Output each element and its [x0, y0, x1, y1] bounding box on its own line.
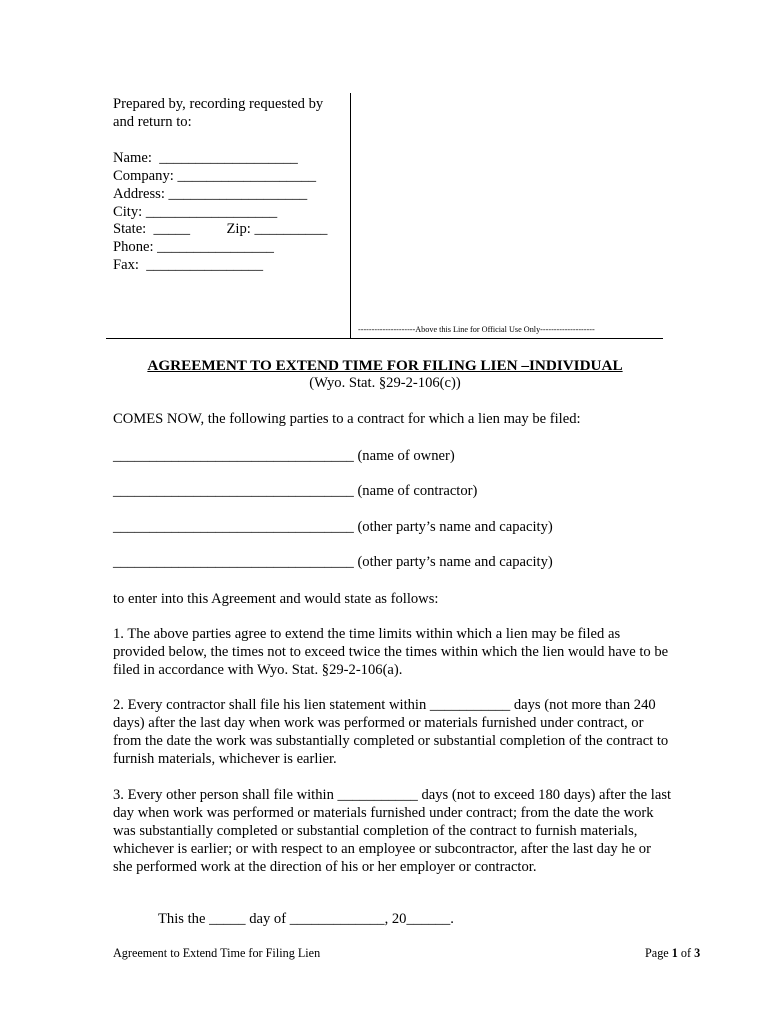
prepared-by-line2: and return to: [113, 114, 192, 130]
name-field: Name: ___________________ [113, 150, 298, 166]
address-field: Address: ___________________ [113, 186, 308, 202]
company-field: Company: ___________________ [113, 168, 317, 184]
city-field: City: __________________ [113, 204, 278, 220]
page-number [645, 946, 700, 961]
page-total: 3 [694, 946, 701, 960]
page-prefix: Page [645, 946, 672, 960]
prepared-by-line1: Prepared by, recording requested by [113, 96, 324, 112]
document-title: AGREEMENT TO EXTEND TIME FOR FILING LIEN –INDIVIDUAL [147, 357, 623, 374]
paragraph-1: 1. The above parties agree to extend the time limits within which a lien may be filed as provided below, the times not to exceed twice the times within which the lien would have to be filed in accordance with Wyo. Stat. §29-2-106(a). [113, 626, 669, 678]
page-current: 1 [671, 946, 678, 960]
official-use-line [106, 338, 663, 339]
intro-text: COMES NOW, the following parties to a contract for which a lien may be filed: [113, 411, 581, 427]
footer-title: Agreement to Extend Time for Filing Lien [113, 946, 321, 960]
state-zip-field: State: _____ Zip: __________ [113, 221, 328, 237]
paragraph-3: 3. Every other person shall file within ___________ days (not to exceed 180 days) after the last day when work was performed or materials furnished under contract; from the date the work was substantially completed or substantial completion of the contract to furnish materials, whichever is earlier; or with respect to an employee or subcontractor, after the last day he or she performed work at the direction of his or her employer or contractor. [113, 787, 672, 875]
date-line: This the _____ day of _____________, 20______. [158, 911, 454, 927]
party-other-line-2: _________________________________ (other party’s name and capacity) [113, 554, 553, 570]
fax-field: Fax: ________________ [113, 257, 263, 273]
recording-area-divider [350, 93, 351, 339]
official-use-label: ---------------------Above this Line for Official Use Only-------------------- [358, 325, 595, 334]
party-other-line-1: _________________________________ (other party’s name and capacity) [113, 519, 553, 535]
party-contractor-line: _________________________________ (name of contractor) [113, 483, 478, 499]
enter-agreement-text: to enter into this Agreement and would state as follows: [113, 591, 439, 607]
statute-reference: (Wyo. Stat. §29-2-106(c)) [309, 375, 461, 391]
page-of: of [677, 946, 695, 960]
party-owner-line: _________________________________ (name of owner) [113, 448, 455, 464]
paragraph-2: 2. Every contractor shall file his lien statement within ___________ days (not more than 240 days) after the last day when work was performed or materials furnished under contract, or from the date the work was substantially completed or substantial completion of the contract to furnish materials, whichever is earlier. [113, 697, 669, 767]
phone-field: Phone: ________________ [113, 239, 274, 255]
